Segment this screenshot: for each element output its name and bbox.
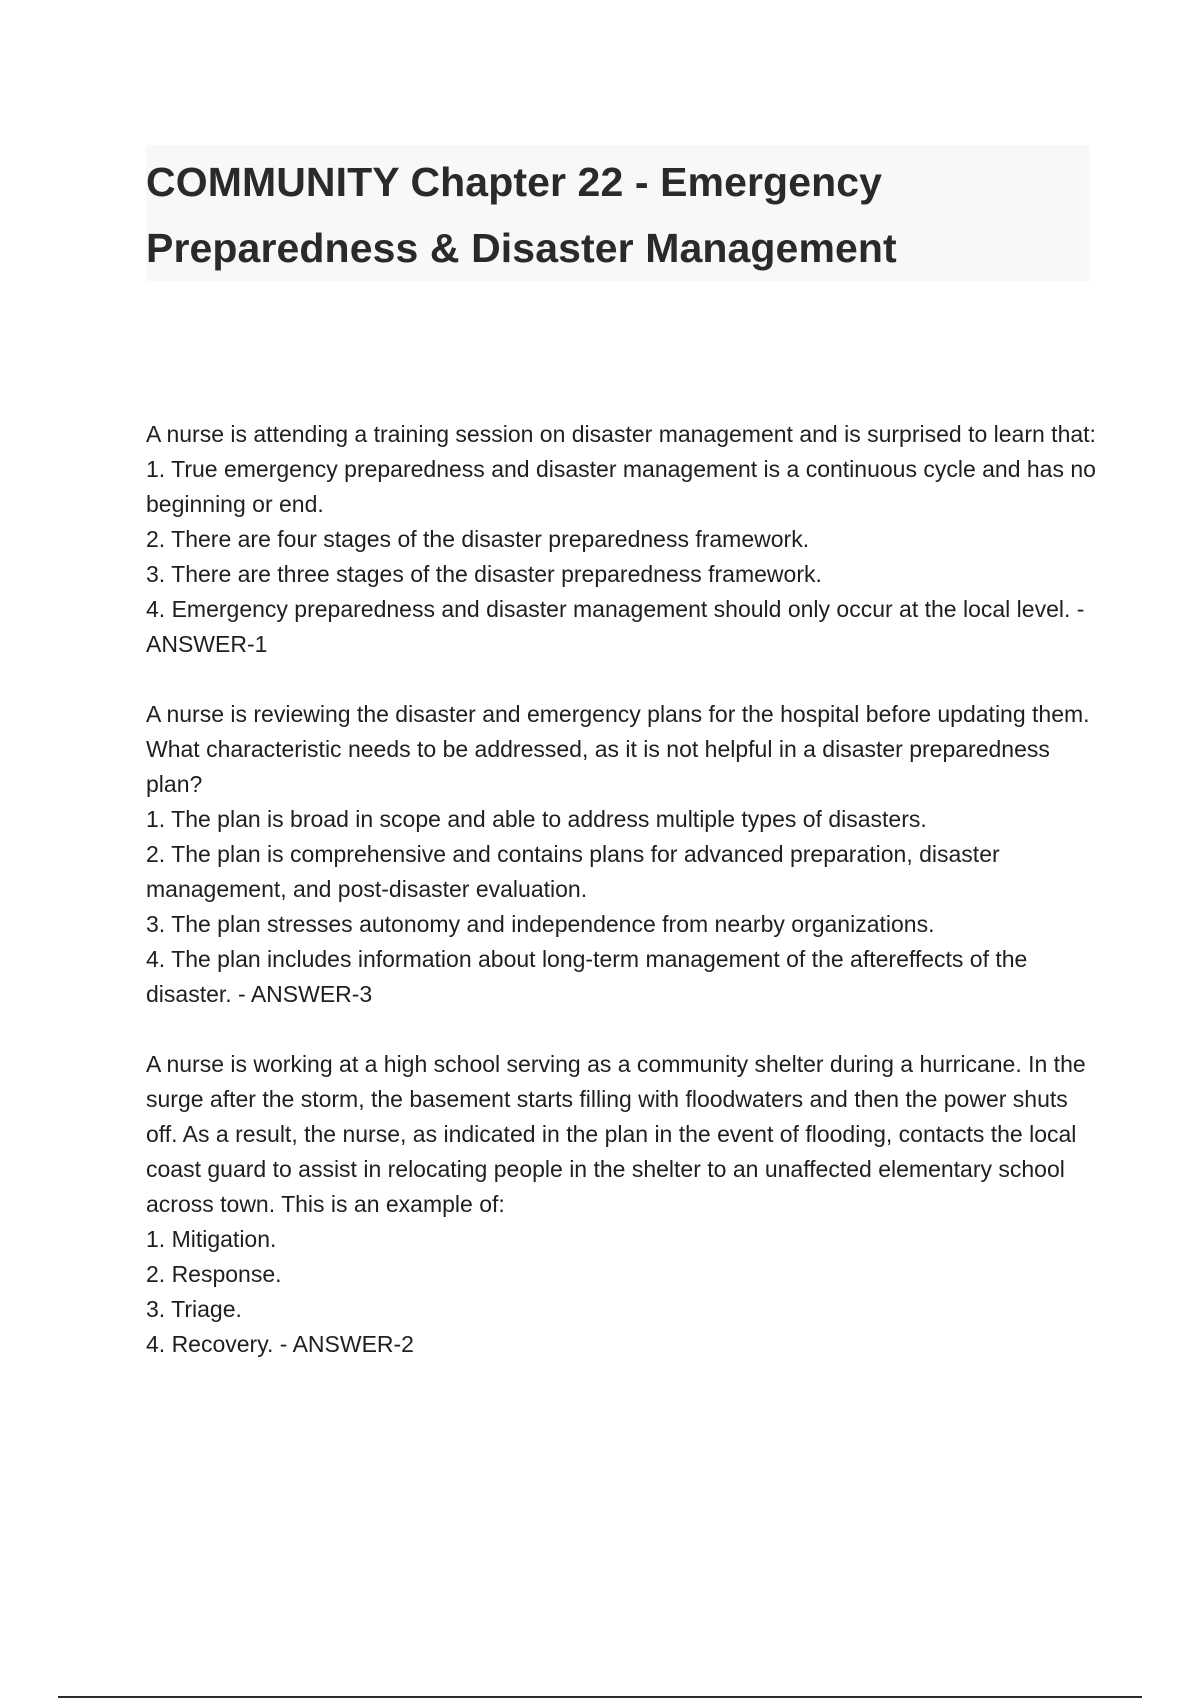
answer-option: 4. Recovery. - ANSWER-2 [146,1331,414,1357]
question-stem: A nurse is working at a high school serving as a community shelter during a hurricane. In the surge after the storm, the basement starts filling with floodwaters and then the power shuts off. As a result, the nurse, as indicated in the plan in the event of flooding, contacts the local coast guard to assist in relocating people in the shelter to an unaffected elementary school across town. This is an example of: [146,1051,1086,1217]
document-title: COMMUNITY Chapter 22 - Emergency Preparedness & Disaster Management [146,159,897,271]
question-stem: A nurse is reviewing the disaster and emergency plans for the hospital before updating them. What characteristic needs to be addressed, as it is not helpful in a disaster preparedness plan? [146,701,1090,797]
answer-option: 4. Emergency preparedness and disaster management should only occur at the local level. - ANSWER-1 [146,596,1085,657]
answer-option: 1. The plan is broad in scope and able to address multiple types of disasters. [146,806,927,832]
answer-option: 2. Response. [146,1261,282,1287]
question-block-3 [146,1047,1096,1362]
question-list [146,417,1096,1397]
question-block-2 [146,697,1096,1012]
question-stem: A nurse is attending a training session on disaster management and is surprised to learn that: [146,421,1096,447]
answer-option: 3. Triage. [146,1296,242,1322]
answer-option: 2. There are four stages of the disaster preparedness framework. [146,526,810,552]
answer-option: 1. Mitigation. [146,1226,277,1252]
answer-option: 3. There are three stages of the disaster preparedness framework. [146,561,822,587]
answer-option: 2. The plan is comprehensive and contains plans for advanced preparation, disaster management, and post-disaster evaluation. [146,841,1000,902]
title-box [146,145,1090,281]
answer-option: 1. True emergency preparedness and disaster management is a continuous cycle and has no beginning or end. [146,456,1096,517]
answer-option: 4. The plan includes information about long-term management of the aftereffects of the disaster. - ANSWER-3 [146,946,1028,1007]
question-block-1 [146,417,1096,662]
answer-option: 3. The plan stresses autonomy and independence from nearby organizations. [146,911,935,937]
page-bottom-divider [58,1696,1142,1698]
